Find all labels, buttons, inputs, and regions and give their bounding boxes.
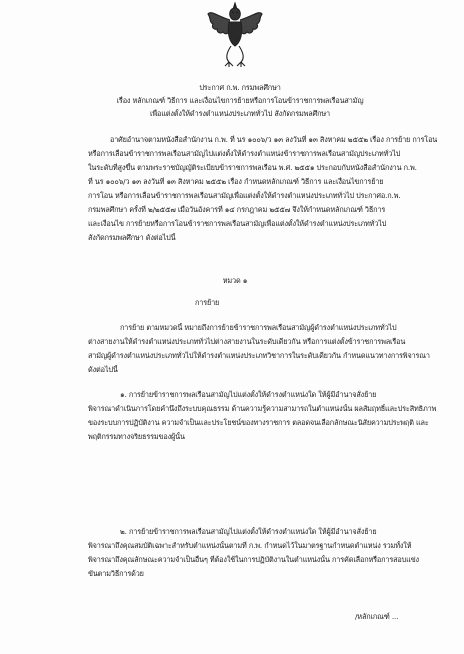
body-line: ต่างสายงานให้ดำรงตำแหน่งประเภททั่วไปต่างสายงานในระดับเดียวกัน หรือการแต่งตั้งข้าราชการพลเรือน xyxy=(88,337,406,346)
intro-line: สังกัดกรมพลศึกษา ดังต่อไปนี้ xyxy=(88,233,176,242)
intro-line: กรมพลศึกษา ครั้งที่ ๒/๒๕๕๗ เมื่อวันอังคารที่ ๑๔ กรกฎาคม ๒๕๕๗ จึงให้กำหนดหลักเกณฑ์ วิธีการ xyxy=(88,205,386,214)
body-line: ดังต่อไปนี้ xyxy=(88,365,118,374)
intro-line: และเงื่อนไข การย้ายหรือการโอนข้าราชการพลเรือนสามัญเพื่อแต่งตั้งให้ดำรงตำแหน่งประเภททั่วไป xyxy=(88,219,387,228)
continuation-marker: /หลักเกณฑ์ ... xyxy=(355,612,399,621)
intro-line: ในระดับที่สูงขึ้น ตามพระราชบัญญัติระเบียบข้าราชการพลเรือน พ.ศ. ๒๕๕๑ ประกอบกับหนังสือสำนักงาน ก.พ. xyxy=(88,163,417,172)
body-line: พิจารณาดำเนินการโดยคำนึงถึงระบบคุณธรรม ด้านความรู้ความสามารถในตำแหน่งนั้น ผลสัมฤทธิ์และประสิทธิภาพ xyxy=(88,404,437,413)
body-line: พิจารณาถึงคุณลักษณะความจำเป็นอื่นๆ ที่ต้องใช้ในการปฏิบัติงานในตำแหน่งนั้น การคัดเลือกหรือการสอบแข่ง xyxy=(88,555,419,564)
body-line: การย้าย ตามหมวดนี้ หมายถึงการย้ายข้าราชการพลเรือนสามัญผู้ดำรงตำแหน่งประเภททั่วไป xyxy=(120,323,397,332)
intro-line: อาศัยอำนาจตามหนังสือสำนักงาน ก.พ. ที่ นร ๑๐๐๖/ว ๑๓ ลงวันที่ ๑๓ สิงหาคม ๒๕๕๒ เรื่อง การย้าย การโอน xyxy=(110,135,438,144)
notice-subject: เรื่อง หลักเกณฑ์ วิธีการ และเงื่อนไขการย้ายหรือการโอนข้าราชการพลเรือนสามัญ xyxy=(116,96,364,105)
body-line: พฤติกรรมทางจริยธรรมของผู้นั้น xyxy=(88,432,185,441)
body-line: ขันตามวิธีการด้วย xyxy=(88,569,144,578)
section-title: การย้าย xyxy=(195,298,220,307)
garuda-emblem-icon xyxy=(205,2,265,68)
body-line: ๑. การย้ายข้าราชการพลเรือนสามัญไปแต่งตั้งให้ดำรงตำแหน่งใด ให้ผู้มีอำนาจสั่งย้าย xyxy=(120,390,377,399)
intro-line: ที่ นร ๑๐๐๖/ว ๑๓ ลงวันที่ ๑๓ สิงหาคม ๒๕๕๒ เรื่อง กำหนดหลักเกณฑ์ วิธีการ และเงื่อนไขการย้าย xyxy=(88,177,384,186)
notice-title: ประกาศ ก.พ. กรมพลศึกษา xyxy=(199,83,281,92)
section-number: หมวด ๑ xyxy=(222,276,248,285)
intro-line: หรือการเลื่อนข้าราชการพลเรือนสามัญไปแต่งตั้งให้ดำรงตำแหน่งข้าราชการพลเรือนสามัญประเภททั่วไป xyxy=(88,149,401,158)
body-line: ๒. การย้ายข้าราชการพลเรือนสามัญไปแต่งตั้งให้ดำรงตำแหน่งใด ให้ผู้มีอำนาจสั่งย้าย xyxy=(120,527,377,536)
body-line: สามัญผู้ดำรงตำแหน่งประเภททั่วไปให้ดำรงตำแหน่งประเภทวิชาการในระดับเดียวกัน กำหนดแนวทางการพิจารณา xyxy=(88,351,430,360)
intro-line: การโอน หรือการเลื่อนข้าราชการพลเรือนสามัญเพื่อแต่งตั้งให้ดำรงตำแหน่งประเภททั่วไป ประกาศอ.ก.พ. xyxy=(88,191,401,200)
notice-subject-continued: เพื่อแต่งตั้งให้ดำรงตำแหน่งประเภททั่วไป สังกัดกรมพลศึกษา xyxy=(150,109,330,118)
body-line: ของระบบการปฏิบัติงาน ความจำเป็นและประโยชน์ของทางราชการ ตลอดจนเลือกลักษณะนิสัยความประพฤติ และ xyxy=(88,418,429,427)
body-line: พิจารณาถึงคุณสมบัติเฉพาะสำหรับตำแหน่งนั้นตามที่ ก.พ. กำหนดไว้ในมาตรฐานกำหนดตำแหน่ง รวมทั้งให้ xyxy=(88,541,412,550)
